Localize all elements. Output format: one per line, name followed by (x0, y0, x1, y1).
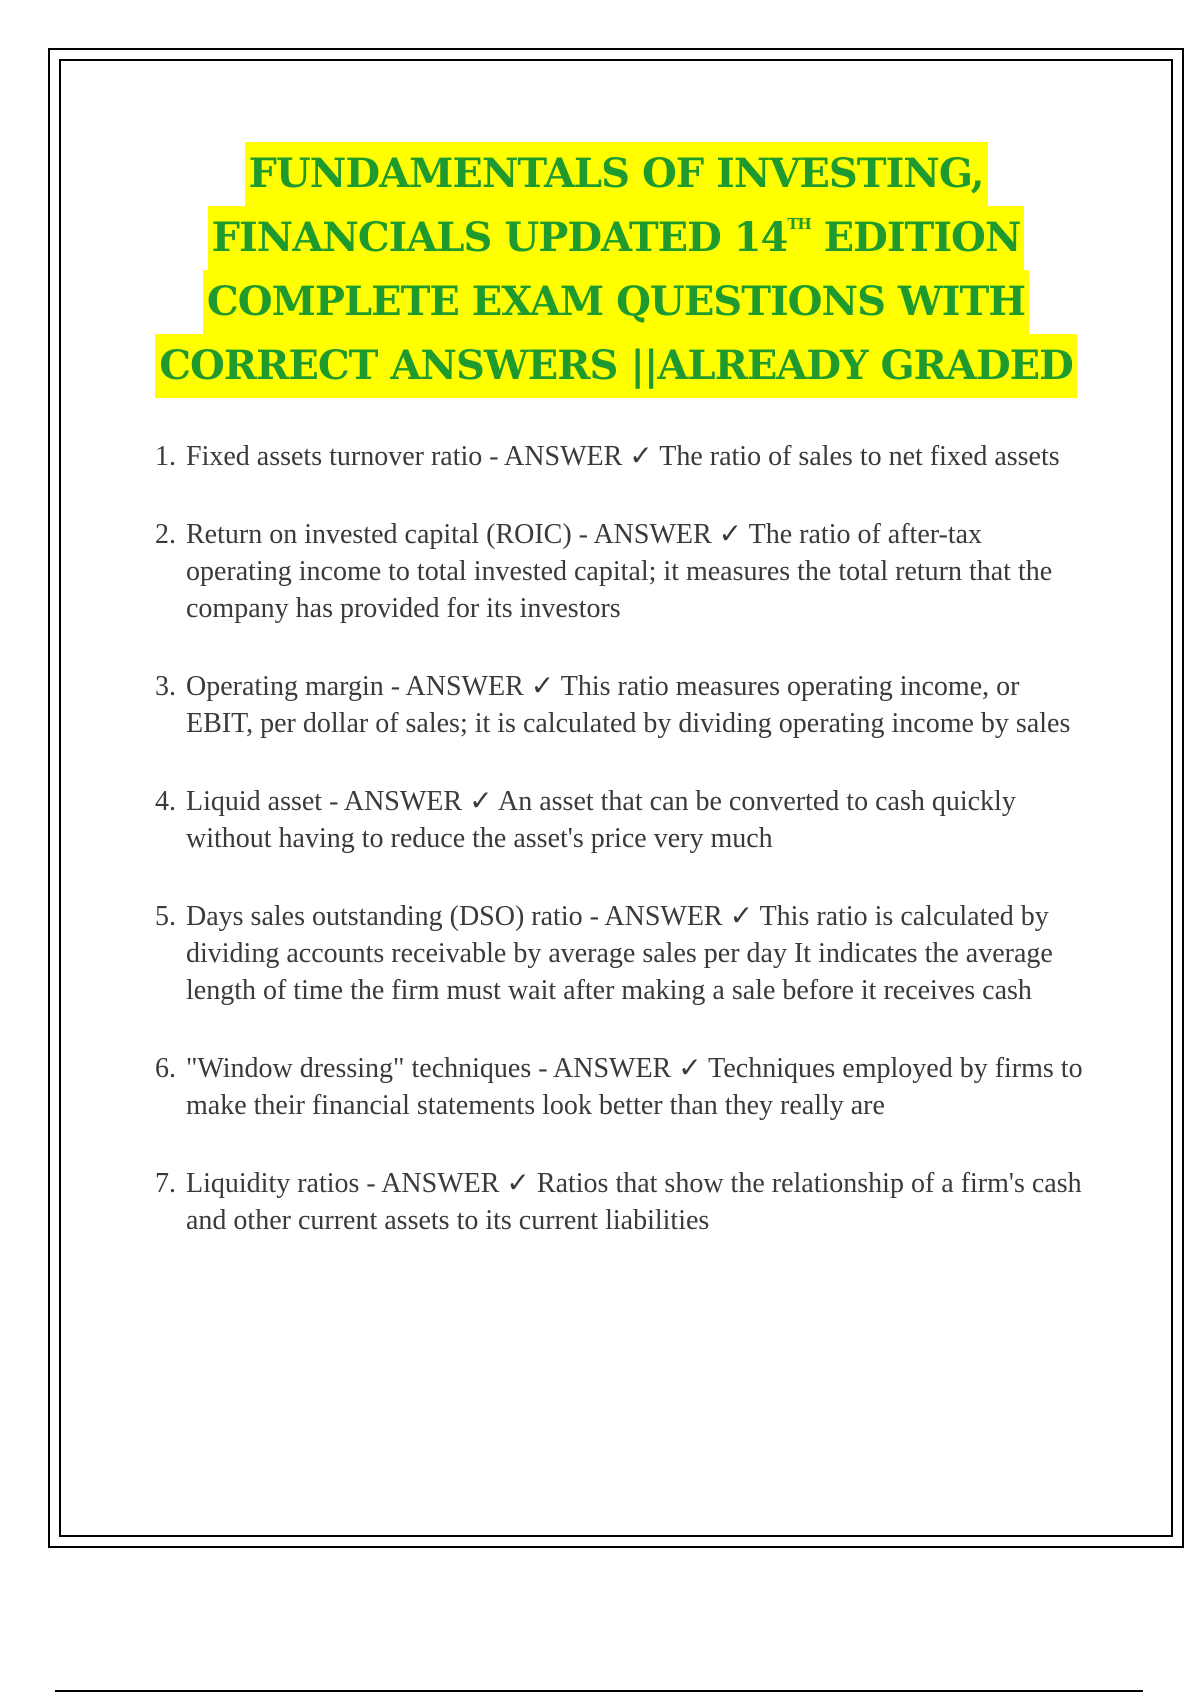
item-number: 3. (155, 671, 176, 702)
item-number: 5. (155, 901, 176, 932)
list-item (130, 438, 1090, 475)
title-line-4 (50, 334, 1182, 398)
title-line-1-text: FUNDAMENTALS OF INVESTING, (245, 142, 988, 206)
item-text: Liquidity ratios - ANSWER ✓ Ratios that show the relationship of a firm's cash and other current assets to its current liabilities (186, 1168, 1082, 1236)
item-text: Return on invested capital (ROIC) - ANSWER ✓ The ratio of after-tax operating income to total invested capital; it measures the total return that the company has provided for its investors (186, 519, 1053, 624)
item-number: 2. (155, 519, 176, 550)
item-text: Liquid asset - ANSWER ✓ An asset that can be converted to cash quickly without having to reduce the asset's price very much (186, 786, 1016, 854)
title-line-2-highlight (208, 206, 1025, 270)
list-item (130, 1165, 1090, 1239)
title-line-2 (50, 206, 1182, 270)
title-line-3 (50, 270, 1182, 334)
title-line-4-text: CORRECT ANSWERS ||ALREADY GRADED (155, 334, 1077, 398)
list-item (130, 898, 1090, 1009)
item-number: 6. (155, 1053, 176, 1084)
item-text: Operating margin - ANSWER ✓ This ratio measures operating income, or EBIT, per dollar of sales; it is calculated by dividing operating income by sales (186, 671, 1071, 739)
item-number: 1. (155, 441, 176, 472)
item-text: Fixed assets turnover ratio - ANSWER ✓ The ratio of sales to net fixed assets (186, 441, 1060, 472)
list-item (130, 1050, 1090, 1124)
footer-rule (55, 1690, 1143, 1692)
title-superscript: TH (787, 215, 811, 233)
title-line-3-text: COMPLETE EXAM QUESTIONS WITH (203, 270, 1029, 334)
question-list (130, 438, 1090, 1280)
title-line-2-suffix: EDITION (810, 214, 1021, 261)
document-title (50, 142, 1182, 398)
item-number: 4. (155, 786, 176, 817)
item-text: "Window dressing" techniques - ANSWER ✓ Techniques employed by firms to make their financial statements look better than they really are (186, 1053, 1083, 1121)
list-item (130, 668, 1090, 742)
item-text: Days sales outstanding (DSO) ratio - ANSWER ✓ This ratio is calculated by dividing accounts receivable by average sales per day It indicates the average length of time the firm must wait after making a sale before it receives cash (186, 901, 1053, 1006)
title-line-1 (50, 142, 1182, 206)
title-line-2-text: FINANCIALS UPDATED 14 (211, 214, 788, 261)
list-item (130, 783, 1090, 857)
item-number: 7. (155, 1168, 176, 1199)
list-item (130, 516, 1090, 627)
